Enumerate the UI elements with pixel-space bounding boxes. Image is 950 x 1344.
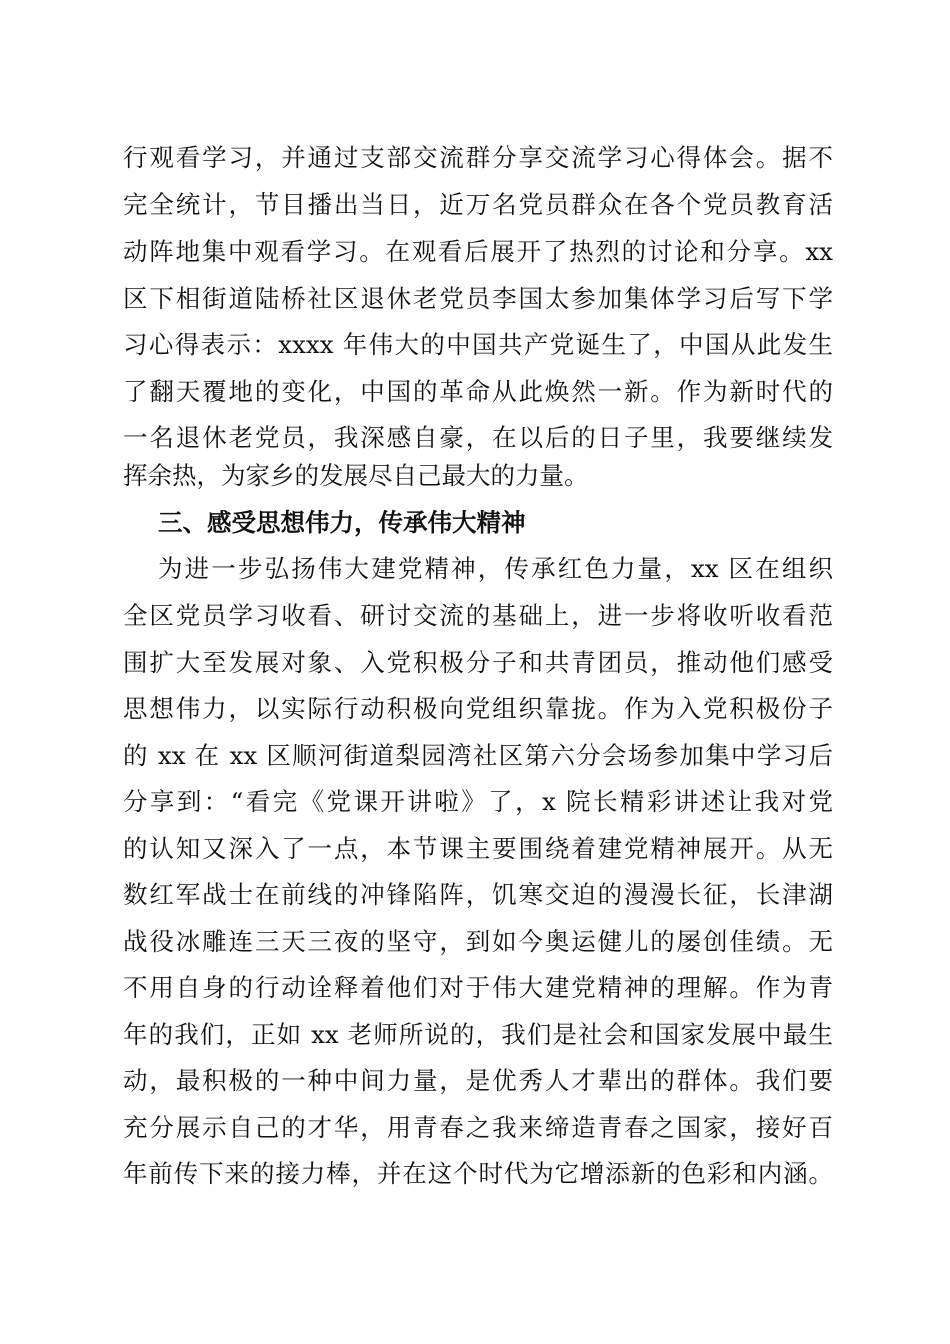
paragraph-1-line: 动阵地集中观看学习。在观看后展开了热烈的讨论和分享。xx xyxy=(123,237,833,266)
paragraph-2-line: 全区党员学习收看、研讨交流的基础上，进一步将收听收看范 xyxy=(123,601,833,630)
paragraph-2-line: 不用自身的行动诠释着他们对于伟大建党精神的理解。作为青 xyxy=(123,973,833,1002)
paragraph-2-line: 年前传下来的接力棒，并在这个时代为它增添新的色彩和内涵。 xyxy=(123,1159,833,1188)
paragraph-2-line: 充分展示自己的才华，用青春之我来缔造青春之国家，接好百 xyxy=(123,1113,833,1142)
paragraph-2-line: 的认知又深入了一点，本节课主要围绕着建党精神展开。从无 xyxy=(123,834,833,863)
paragraph-1-line: 了翻天覆地的变化，中国的革命从此焕然一新。作为新时代的 xyxy=(123,377,833,406)
paragraph-1-line: 挥余热，为家乡的发展尽自己最大的力量。 xyxy=(123,461,589,490)
paragraph-2-line: 战役冰雕连三天三夜的坚守，到如今奥运健儿的屡创佳绩。无 xyxy=(123,927,833,956)
paragraph-2-line: 的 xx 在 xx 区顺河街道梨园湾社区第六分会场参加集中学习后 xyxy=(123,741,833,770)
paragraph-2-line: 围扩大至发展对象、入党积极分子和共青团员，推动他们感受 xyxy=(123,648,833,677)
section-heading: 三、感受思想伟力，传承伟大精神 xyxy=(158,508,526,537)
paragraph-1-line: 区下相街道陆桥社区退休老党员李国太参加集体学习后写下学 xyxy=(123,284,833,313)
paragraph-2-line: 动，最积极的一种中间力量，是优秀人才辈出的群体。我们要 xyxy=(123,1066,833,1095)
paragraph-1-line: 一名退休老党员，我深感自豪，在以后的日子里，我要继续发 xyxy=(123,423,833,452)
paragraph-1-line: 完全统计，节目播出当日，近万名党员群众在各个党员教育活 xyxy=(123,190,833,219)
paragraph-2-line: 数红军战士在前线的冲锋陷阵，饥寒交迫的漫漫长征，长津湖 xyxy=(123,880,833,909)
paragraph-2-line: 思想伟力，以实际行动积极向党组织靠拢。作为入党积极份子 xyxy=(123,694,833,723)
paragraph-1-line: 习心得表示：xxxx 年伟大的中国共产党诞生了，中国从此发生 xyxy=(123,330,833,359)
paragraph-2-line: 年的我们，正如 xx 老师所说的，我们是社会和国家发展中最生 xyxy=(123,1020,833,1049)
paragraph-2-line: 为进一步弘扬伟大建党精神，传承红色力量，xx 区在组织 xyxy=(158,554,833,583)
paragraph-2-line: 分享到：“看完《党课开讲啦》了，x 院长精彩讲述让我对党 xyxy=(123,787,833,816)
paragraph-1-line: 行观看学习，并通过支部交流群分享交流学习心得体会。据不 xyxy=(123,143,833,172)
